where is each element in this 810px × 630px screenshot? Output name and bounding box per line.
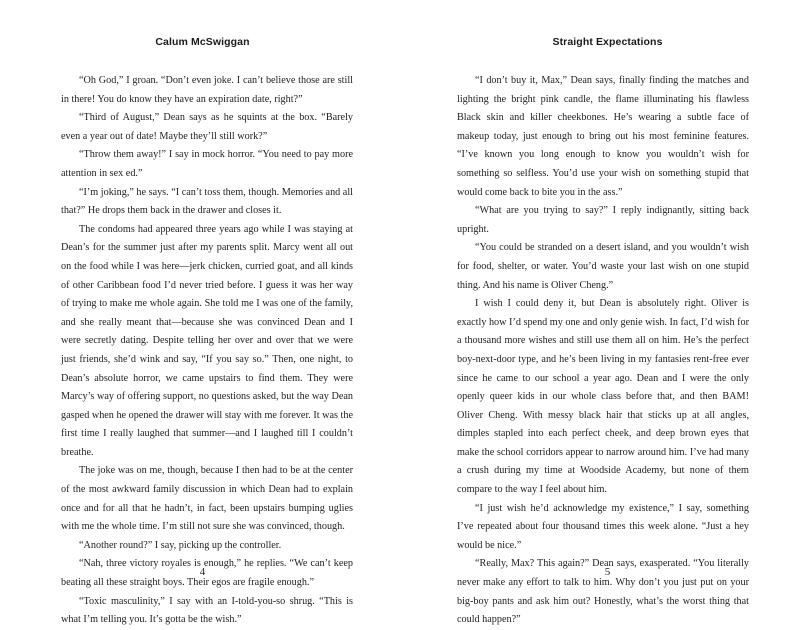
paragraph: “Toxic masculinity,” I say with an I-told-you-so shrug. “This is what I’m telling you. It’s gotta be the wish.” (61, 595, 353, 626)
left-page-body (61, 72, 353, 630)
running-head-author: Calum McSwiggan (155, 36, 250, 48)
left-page (0, 0, 405, 626)
paragraph: “Another round?” I say, picking up the controller. (79, 539, 282, 551)
page-number: 5 (604, 566, 611, 578)
paragraph: “Nah, three victory royales is enough,” he replies. “We can’t keep beating all these straight boys. Their egos are fragile enough.” (61, 558, 353, 589)
page-number: 4 (199, 566, 206, 578)
paragraph: “I don’t buy it, Max,” Dean says, finally finding the matches and lighting the bright pink candle, the flame illuminating his flawless Black skin and killer cheekbones. He’s wearing a subtle face of makeup today, just enough to bring out his most feminine features. “I’ve known you long enough to know you wouldn’t wish for something so selfless. You’d use your wish on something stupid that would come back to bite you in the ass.” (457, 75, 749, 198)
right-page (405, 0, 810, 626)
paragraph: “I just wish he’d acknowledge my existence,” I say, something I’ve repeated about four thousand times this week alone. “Just a hey would be nice.” (457, 502, 749, 551)
paragraph: “Throw them away!” I say in mock horror. “You need to pay more attention in sex ed.” (61, 149, 353, 179)
paragraph: “Really, Max? This again?” Dean says, exasperated. “You literally never make any effort to talk to him. Why don’t you just put on your big-boy pants and ask him out? Honestly, what’s the worst thing that could happen?” (457, 558, 749, 626)
paragraph: “I’m joking,” he says. “I can’t toss them, though. Memories and all that?” He drops them back in the drawer and closes it. (61, 186, 353, 217)
running-head-title: Straight Expectations (552, 36, 663, 48)
paragraph: “You could be stranded on a desert island, and you wouldn’t wish for food, shelter, or water. You’d waste your last wish on one stupid thing. And his name is Oliver Cheng.” (457, 242, 749, 291)
paragraph: “What are you trying to say?” I reply indignantly, sitting back upright. (457, 205, 749, 235)
paragraph: The joke was on me, though, because I then had to be at the center of the most awkward family discussion in which Dean had to explain once and for all that he hadn’t, in fact, been upstairs bumping uglies with me the whole time. I’m still not sure she was convinced, though. (61, 465, 353, 533)
paragraph: The condoms had appeared three years ago while I was staying at Dean’s for the summer just after my parents split. Marcy went all out on the food while I was here—jerk chicken, curried goat, and all kinds of other Caribbean food I’d never tried before. I guess it was her way of trying to make me whole again. She told me I was one of the family, and she really meant that—because she was convinced Dean and I were secretly dating. Despite telling her over and over that we were just friends, she’d wink and say, “If you say so.” Then, one night, to Dean’s absolute horror, we came upstairs to find them. They were Marcy’s way of offering support, no questions asked, but the way Dean gasped when he opened the drawer will stay with me forever. It was the first time I really laughed that summer—and I laughed till I couldn’t breathe. (61, 223, 353, 458)
paragraph: “Oh God,” I groan. “Don’t even joke. I can’t believe those are still in there! You do know they have an expiration date, right?” (61, 75, 353, 105)
paragraph: “Third of August,” Dean says as he squints at the box. “Barely even a year out of date! Maybe they’ll still work?” (61, 112, 353, 142)
paragraph: I wish I could deny it, but Dean is absolutely right. Oliver is exactly how I’d spend my one and only genie wish. In fact, I’d wish for a thousand more wishes and still use them all on him. He’s the perfect boy-next-door type, and he’s been living in my fantasies rent-free ever since he came to our school a year ago. Dean and I were the only openly queer kids in our whole class before that, and then BAM! Oliver Cheng. With messy black hair that sticks up at all angles, dimples stapled into each perfect cheek, and deep brown eyes that make the school corridors appear to narrow around him. I’ve had many a crush during my time at Woodside Academy, but none of them compare to the way I feel about him. (457, 298, 749, 496)
right-page-body (457, 72, 749, 630)
